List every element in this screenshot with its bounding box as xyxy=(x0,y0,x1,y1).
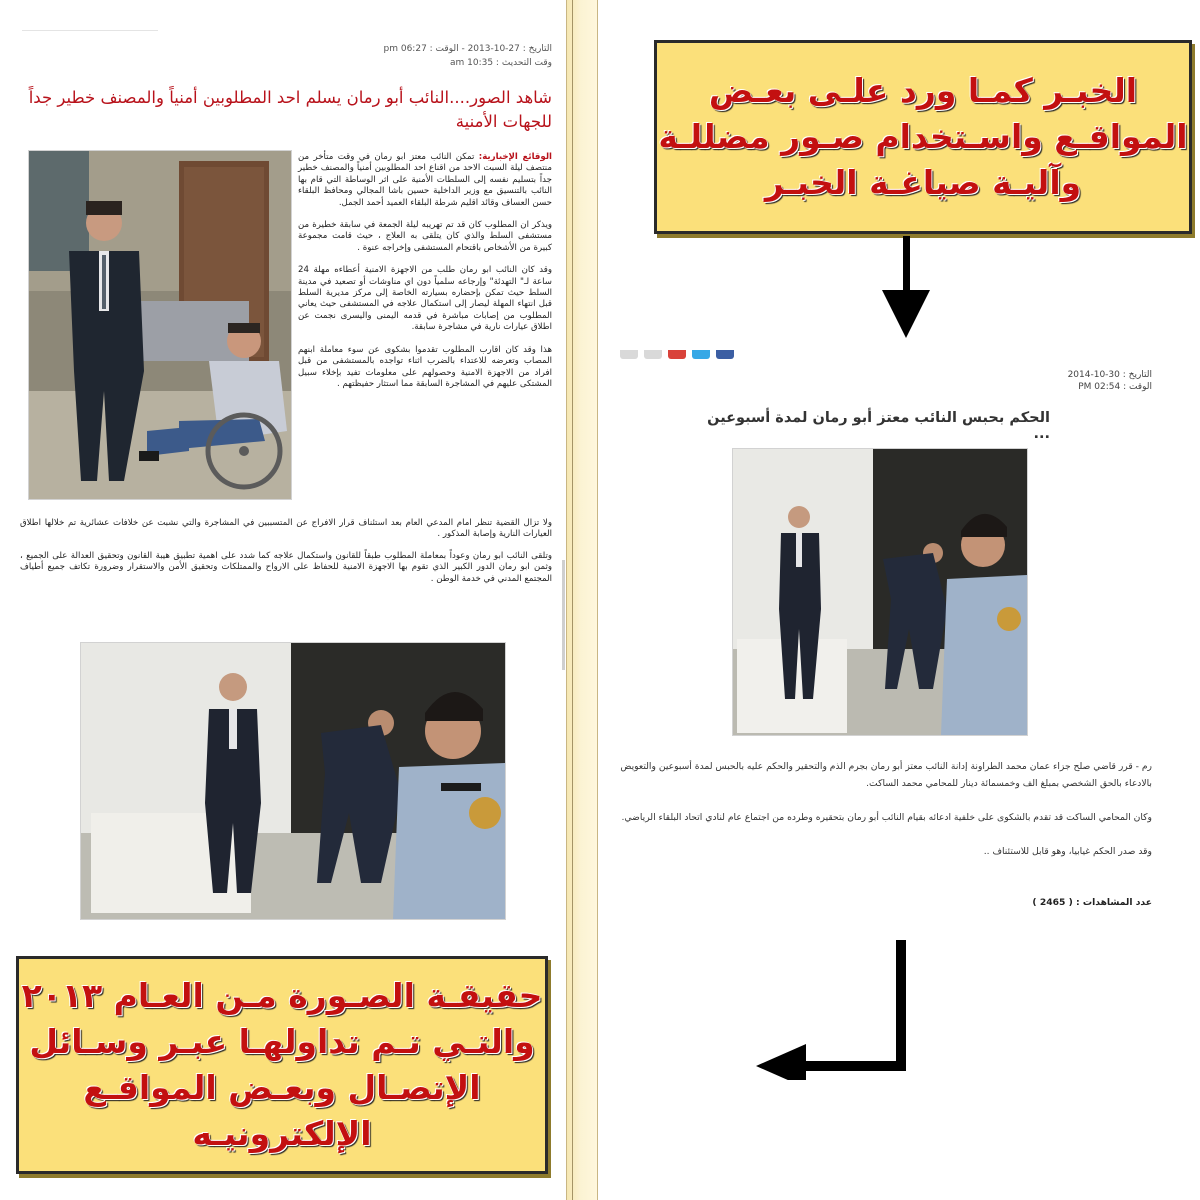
callout-photo-truth xyxy=(16,956,548,1174)
photo-3-image xyxy=(733,449,1027,735)
photo-1-image xyxy=(29,151,291,499)
left-paragraph: ولا تزال القضية تنظر امام المدعي العام بعد استئناف قرار الافراج عن المتسببين في المشاجرة والتي نشبت عن خلافات عشائرية تم خلالها اطلاق العيارات النارية وإصابة المذكور . xyxy=(20,518,552,540)
page-divider-line xyxy=(572,0,573,1200)
share-buttons xyxy=(620,350,734,359)
right-article-date: التاريخ : 30-10-2014 xyxy=(1067,370,1152,380)
page-divider xyxy=(566,0,598,1200)
article-photo-2 xyxy=(80,642,506,920)
email-share-icon[interactable] xyxy=(644,350,662,359)
left-scrollbar-thumb[interactable] xyxy=(562,560,565,670)
top-rule xyxy=(22,30,158,31)
arrow-down-icon xyxy=(880,236,932,340)
callout-top-text: الخبـر كمـا ورد علـى بعـض المواقـع واسـتخدام صـور مضللـة وآليـة صياغـة الخبـر xyxy=(658,71,1188,202)
left-article-body xyxy=(298,152,552,401)
callout-bottom-text: حقيقـة الصـورة مـن العـام ٢٠١٣ والتـي تـم تداولهـا عبـر وسـائل الإتصـال وبعـض المواقـع الإلكترونيـه xyxy=(21,976,543,1153)
facebook-share-icon[interactable] xyxy=(716,350,734,359)
right-article-time: الوقت : 02:54 PM xyxy=(1078,382,1152,392)
right-paragraph: رم - قرر قاضي صلح جزاء عمان محمد الطراونة إدانة النائب معتز أبو رمان بجرم الذم والتحقير والحكم عليه بالحبس لمدة أسبوعين والتعويض بالادعاء بالحق الشخصي بمبلغ الف وخمسمائة دينار للمحامي محمد الساكت. xyxy=(620,761,1152,789)
left-paragraph: ويذكر ان المطلوب كان قد تم تهريبه ليلة الجمعة في سابقة خطيرة من مستشفى السلط والذي كان يتلقى به العلاج ، حيث قامت مجموعة كبيرة من الأشخاص باقتحام المستشفى وإخراجه عنوة . xyxy=(298,220,552,253)
left-paragraph: وتلقى النائب ابو رمان وعوداً بمعاملة المطلوب طبقاً للقانون واستكمال علاجه كما شدد على اهمية تطبيق هيبة القانون وتحقيق العدالة على الجميع ، وثمن ابو رمان الدور الكبير الذي تقوم بها الاجهزة الامنية للحفاظ على الارواح والممتلكات وتحقيق الأمن والاستقرار وضرورة تكاتف جميع أطياف المجتمع المدني في خدمة الوطن . xyxy=(20,550,552,584)
arrow-elbow-left-icon xyxy=(756,940,916,1080)
article-photo-3 xyxy=(732,448,1028,736)
left-paragraph: هذا وقد كان اقارب المطلوب تقدموا بشكوى عن سوء معاملة ابنهم المصاب وتعرضه للاعتداء بالضرب اثناء تواجده بالمستشفى من قبل افراد من الاجهزة الامنية وحصولهم على معلومات تفيد بإخلاء سبيل المشتكى عليهم في المشاجرة السابقة مما استثار حفيظتهم . xyxy=(298,344,552,389)
article-photo-1 xyxy=(28,150,292,500)
left-article-date: التاريخ : 27-10-2013 - الوقت : 06:27 pm xyxy=(383,44,552,54)
left-article-tail xyxy=(20,518,552,595)
left-paragraph-text: تمكن النائب معتز ابو رمان في وقت متأخر من منتصف ليلة السبت الاحد من اقناع احد المطلوبين أمنياً والمصنف خطير جداً بتسليم نفسه إلى السلطات الأمنية على اثر الوساطة التي قام بها النائب بالتنسيق مع وزير الداخلية حسين باشا المجالي ومحافظ البلقاء حسن العساف وقائد اقليم شرطة البلقاء العميد أحمد الجمل. xyxy=(298,152,552,208)
left-paragraph: وقد كان النائب ابو رمان طلب من الاجهزة الامنية أعطاءه مهلة 24 ساعة لـ" التهدئة" وإرجاعه سلمياً دون اي مناوشات أو تصعيد في مدينة السلط حيث تمكن بإحضاره بسيارته الخاصة إلى مركز مديرية السلط قبل انتهاء المهلة ليصار إلى استكمال علاجه في المستشفى حيث يعاني المطلوب من إصابات مباشرة في قدمه اليمنى واليسرى نجمت عن اطلاق عيارات نارية في مشاجرة سابقة. xyxy=(298,265,552,333)
left-paragraph xyxy=(298,152,552,209)
twitter-share-icon[interactable] xyxy=(692,350,710,359)
share-icon[interactable] xyxy=(620,350,638,359)
right-paragraph: وقد صدر الحكم غيابيا، وهو قابل للاستئناف .. xyxy=(983,846,1152,857)
left-article-panel xyxy=(0,0,566,1200)
left-article-title[interactable]: شاهد الصور....النائب أبو رمان يسلم احد المطلوبين أمنياً والمصنف خطير جداً للجهات الأمنية xyxy=(28,88,552,131)
left-article-updated: وقت التحديث : 10:35 am xyxy=(449,58,552,68)
right-paragraph: وكان المحامي الساكت قد تقدم بالشكوى على خلفية ادعائه بقيام النائب أبو رمان بتحقيره وطرده من اجتماع عام لنادي اتحاد البلقاء الرياضي. xyxy=(621,812,1152,823)
photo-2-image xyxy=(81,643,505,919)
google-plus-share-icon[interactable] xyxy=(668,350,686,359)
views-count: عدد المشاهدات : ( 2465 ) xyxy=(1032,897,1152,908)
source-label: الوقائع الإخبارية: xyxy=(478,152,552,162)
right-article-title[interactable]: الحكم بحبس النائب معتز أبو رمان لمدة أسبوعين ... xyxy=(707,410,1050,442)
right-article-body xyxy=(612,758,1152,877)
callout-misleading-news xyxy=(654,40,1192,234)
